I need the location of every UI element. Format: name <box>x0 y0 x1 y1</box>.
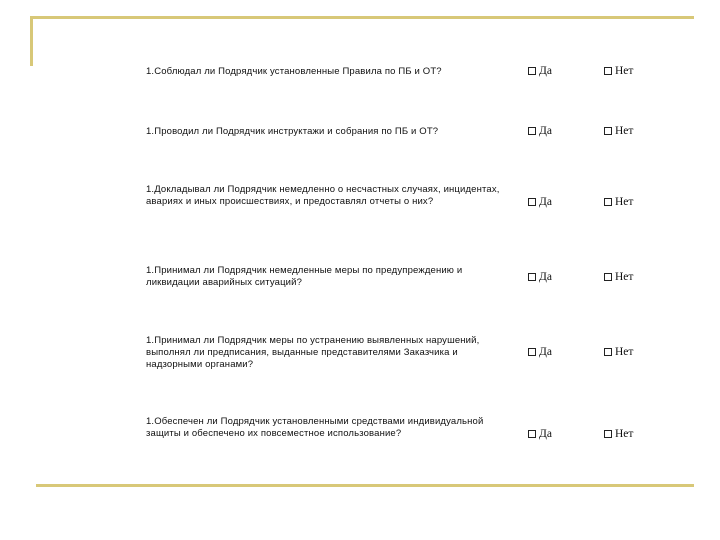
yes-label: Да <box>539 196 552 208</box>
yes-label: Да <box>539 346 552 358</box>
bottom-rule <box>36 484 694 487</box>
checkbox-icon[interactable] <box>528 198 536 206</box>
checkbox-icon[interactable] <box>528 430 536 438</box>
no-label: Нет <box>615 271 634 283</box>
no-label: Нет <box>615 346 634 358</box>
question-text-5: 1.Принимал ли Подрядчик меры по устранению выявленных нарушений, выполнял ли предписания, выданные представителями Заказчика и надзорными органами? <box>146 335 480 370</box>
question-text-4: 1.Принимал ли Подрядчик немедленные меры по предупреждению и ликвидации аварийных ситуаций? <box>146 265 463 288</box>
yes-option-4[interactable] <box>528 271 552 283</box>
yes-label: Да <box>539 65 552 77</box>
checkbox-icon[interactable] <box>528 127 536 135</box>
no-option-5[interactable] <box>604 346 633 358</box>
no-label: Нет <box>615 196 634 208</box>
no-label: Нет <box>615 65 634 77</box>
checkbox-icon[interactable] <box>604 67 612 75</box>
question-text-6: 1.Обеспечен ли Подрядчик установленными средствами индивидуальной защиты и обеспечено их повсеместное использование? <box>146 416 484 439</box>
yes-option-2[interactable] <box>528 125 552 137</box>
checkbox-icon[interactable] <box>604 348 612 356</box>
yes-option-1[interactable] <box>528 65 552 77</box>
no-option-2[interactable] <box>604 125 633 137</box>
checkbox-icon[interactable] <box>528 273 536 281</box>
checkbox-icon[interactable] <box>604 430 612 438</box>
no-option-4[interactable] <box>604 271 633 283</box>
question-text-2: 1.Проводил ли Подрядчик инструктажи и собрания по ПБ и ОТ? <box>146 126 439 137</box>
no-option-1[interactable] <box>604 65 633 77</box>
left-rule <box>30 16 33 66</box>
yes-option-3[interactable] <box>528 196 552 208</box>
no-option-6[interactable] <box>604 428 633 440</box>
no-label: Нет <box>615 125 634 137</box>
question-text-3: 1.Докладывал ли Подрядчик немедленно о несчастных случаях, инцидентах, авариях и иных происшествиях, и предоставлял отчеты о них? <box>146 184 500 207</box>
yes-option-6[interactable] <box>528 428 552 440</box>
yes-label: Да <box>539 125 552 137</box>
top-rule <box>30 16 694 19</box>
no-label: Нет <box>615 428 634 440</box>
yes-option-5[interactable] <box>528 346 552 358</box>
yes-label: Да <box>539 271 552 283</box>
checkbox-icon[interactable] <box>528 67 536 75</box>
question-text-1: 1.Соблюдал ли Подрядчик установленные Правила по ПБ и ОТ? <box>146 66 442 77</box>
checkbox-icon[interactable] <box>604 273 612 281</box>
checkbox-icon[interactable] <box>528 348 536 356</box>
checkbox-icon[interactable] <box>604 127 612 135</box>
checkbox-icon[interactable] <box>604 198 612 206</box>
yes-label: Да <box>539 428 552 440</box>
no-option-3[interactable] <box>604 196 633 208</box>
